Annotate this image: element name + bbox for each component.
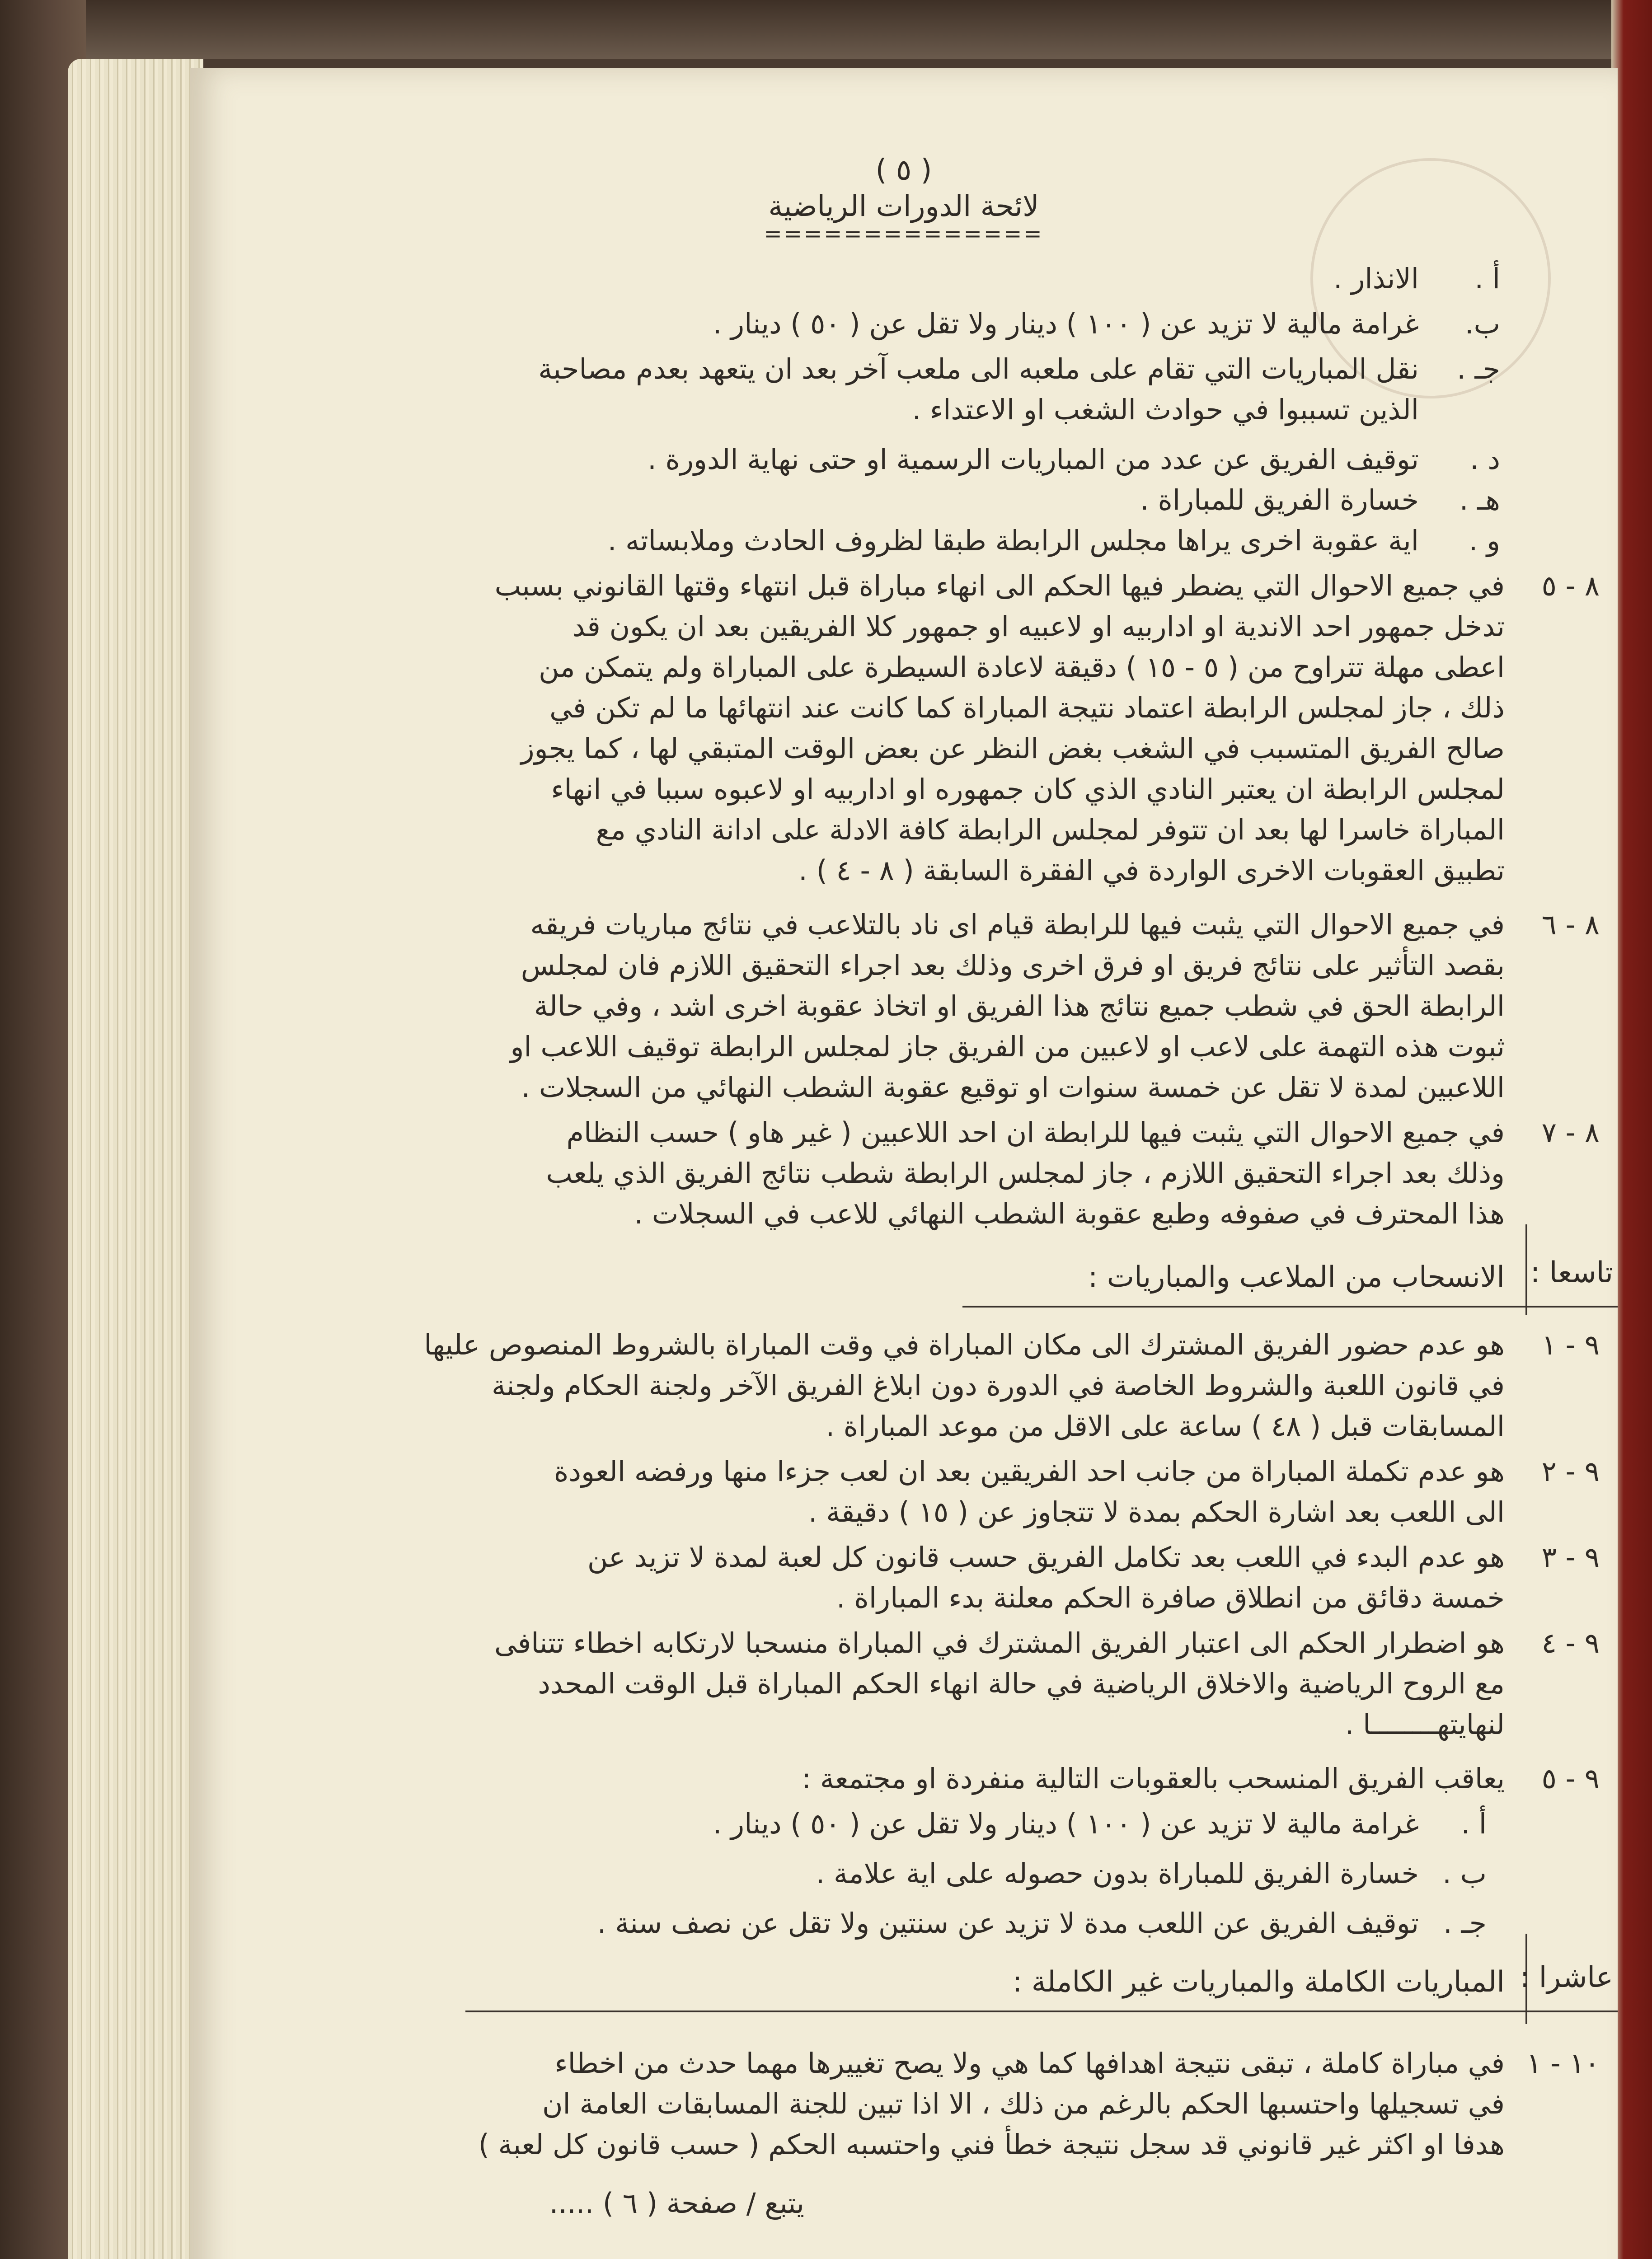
section-underline — [962, 1306, 1618, 1308]
item-label: جـ . — [1457, 352, 1500, 385]
clause-line: في جميع الاحوال التي يثبت فيها للرابطة ان احد اللاعبين ( غير هاو ) حسب النظام — [566, 1116, 1505, 1149]
section-label: تاسعا : — [1530, 1256, 1613, 1289]
item-label: أ . — [1461, 1807, 1487, 1840]
item-label: و . — [1469, 524, 1500, 557]
clause-line: خمسة دقائق من انطلاق صافرة الحكم معلنة بدء المباراة . — [836, 1581, 1505, 1614]
item-label: هـ . — [1459, 483, 1500, 516]
clause-number: ٩ - ٢ — [1541, 1455, 1600, 1488]
document-page — [190, 68, 1618, 2259]
clause-number: ٨ - ٥ — [1541, 569, 1600, 602]
clause-line: هو عدم البدء في اللعب بعد تكامل الفريق حسب قانون كل لعبة لمدة لا تزيد عن — [587, 1541, 1505, 1574]
clause-number: ٨ - ٦ — [1541, 908, 1600, 941]
clause-line: هو اضطرار الحكم الى اعتبار الفريق المشترك في المباراة منسحبا لارتكابه اخطاء تتنافى — [494, 1626, 1505, 1659]
clause-line: اللاعبين لمدة لا تقل عن خمسة سنوات او توقيع عقوبة الشطب النهائي من السجلات . — [521, 1071, 1505, 1104]
book-cover-top — [0, 0, 1652, 59]
item-text: نقل المباريات التي تقام على ملعبه الى ملعب آخر بعد ان يتعهد بعدم مصاحبة — [538, 352, 1419, 385]
clause-line: صالح الفريق المتسبب في الشغب بغض النظر عن بعض الوقت المتبقي لها ، كما يجوز — [521, 732, 1505, 765]
clause-line: هو عدم حضور الفريق المشترك الى مكان المباراة في وقت المباراة بالشروط المنصوص عليها — [424, 1328, 1505, 1361]
item-text: توقيف الفريق عن عدد من المباريات الرسمية او حتى نهاية الدورة . — [648, 443, 1419, 476]
item-label: ب. — [1464, 307, 1500, 340]
item-text: غرامة مالية لا تزيد عن ( ١٠٠ ) دينار ولا تقل عن ( ٥٠ ) دينار . — [713, 307, 1419, 340]
clause-line: في تسجيلها واحتسبها الحكم بالرغم من ذلك ، الا اذا تبين للجنة المسابقات العامة ان — [542, 2087, 1505, 2120]
title-underline: ============== — [764, 221, 1044, 247]
page-edges — [68, 59, 203, 2259]
clause-line: اعطى مهلة تتراوح من ( ٥ - ١٥ ) دقيقة لاعادة السيطرة على المباراة ولم يتمكن من — [539, 651, 1505, 684]
clause-number: ٩ - ٤ — [1541, 1626, 1600, 1659]
clause-line: الرابطة الحق في شطب جميع نتائج هذا الفريق او اتخاذ عقوبة اخرى اشد ، وفي حالة — [534, 989, 1505, 1022]
item-text: اية عقوبة اخرى يراها مجلس الرابطة طبقا لظروف الحادث وملابساته . — [607, 524, 1419, 557]
item-text: الذين تسببوا في حوادث الشغب او الاعتداء . — [912, 393, 1419, 426]
clause-line: ثبوت هذه التهمة على لاعب او لاعبين من الفريق جاز لمجلس الرابطة توقيف اللاعب او — [510, 1030, 1505, 1063]
clause-line: في قانون اللعبة والشروط الخاصة في الدورة دون ابلاغ الفريق الآخر ولجنة الحكام ولجنة — [491, 1369, 1505, 1402]
clause-number: ٩ - ٣ — [1541, 1541, 1600, 1574]
section-underline — [465, 2011, 1618, 2012]
item-label: أ . — [1474, 262, 1500, 295]
clause-number: ١٠ - ١ — [1526, 2047, 1600, 2080]
page-number: ( ٥ ) — [875, 154, 932, 187]
clause-line: تدخل جمهور احد الاندية او اداربيه او لاعبيه او جمهور كلا الفريقين بعد ان يكون قد — [572, 610, 1505, 643]
section-title: الانسحاب من الملاعب والمباريات : — [1088, 1261, 1505, 1294]
item-label: جـ . — [1443, 1907, 1487, 1940]
clause-line: لنهايتهــــــــا . — [1345, 1708, 1505, 1741]
clause-line: هذا المحترف في صفوفه وطبع عقوبة الشطب النهائي للاعب في السجلات . — [634, 1197, 1505, 1230]
clause-line: هو عدم تكملة المباراة من جانب احد الفريقين بعد ان لعب جزءا منها ورفضه العودة — [554, 1455, 1505, 1488]
clause-line: مع الروح الرياضية والاخلاق الرياضية في حالة انهاء الحكم المباراة قبل الوقت المحدد — [538, 1667, 1505, 1700]
clause-line: تطبيق العقوبات الاخرى الواردة في الفقرة السابقة ( ٨ - ٤ ) . — [798, 854, 1505, 887]
clause-line: وذلك بعد اجراء التحقيق اللازم ، جاز لمجلس الرابطة شطب نتائج الفريق الذي يلعب — [546, 1157, 1505, 1190]
clause-number: ٩ - ١ — [1541, 1328, 1600, 1361]
section-title: المباريات الكاملة والمباريات غير الكاملة : — [1012, 1965, 1505, 1999]
clause-line: في جميع الاحوال التي يثبت فيها للرابطة قيام اى ناد بالتلاعب في نتائج مباريات فريقه — [530, 908, 1505, 941]
clause-line: لمجلس الرابطة ان يعتبر النادي الذي كان جمهوره او اداربيه او لاعبوه سببا في انهاء — [551, 773, 1505, 806]
margin-rule — [1525, 1224, 1527, 1315]
clause-line: في جميع الاحوال التي يضطر فيها الحكم الى انهاء مباراة قبل انتهاء وقتها القانوني بسبب — [494, 569, 1505, 602]
item-label: د . — [1469, 443, 1500, 476]
clause-line: بقصد التأثير على نتائج فريق او فرق اخرى وذلك بعد اجراء التحقيق اللازم فان لمجلس — [521, 949, 1505, 982]
clause-line: في مباراة كاملة ، تبقى نتيجة اهدافها كما هي ولا يصح تغييرها مهما حدث من اخطاء — [554, 2047, 1505, 2080]
item-text: توقيف الفريق عن اللعب مدة لا تزيد عن سنتين ولا تقل عن نصف سنة . — [597, 1907, 1419, 1940]
clause-line: ذلك ، جاز لمجلس الرابطة اعتماد نتيجة المباراة كما كانت عند انتهائها ما لم تكن في — [549, 691, 1505, 724]
item-text: غرامة مالية لا تزيد عن ( ١٠٠ ) دينار ولا تقل عن ( ٥٠ ) دينار . — [713, 1807, 1419, 1840]
item-text: الانذار . — [1333, 262, 1419, 295]
clause-line: المباراة خاسرا لها بعد ان تتوفر لمجلس الرابطة كافة الادلة على ادانة النادي مع — [596, 813, 1505, 846]
item-label: ب . — [1442, 1857, 1487, 1890]
section-label: عاشرا : — [1520, 1961, 1613, 1994]
clause-line: المسابقات قبل ( ٤٨ ) ساعة على الاقل من موعد المباراة . — [826, 1410, 1505, 1443]
clause-number: ٩ - ٥ — [1541, 1762, 1600, 1795]
item-text: خسارة الفريق للمباراة . — [1140, 483, 1419, 516]
continuation-note: يتبع / صفحة ( ٦ ) ..... — [549, 2187, 804, 2220]
clause-line: الى اللعب بعد اشارة الحكم بمدة لا تتجاوز عن ( ١٥ ) دقيقة . — [808, 1495, 1505, 1528]
item-text: خسارة الفريق للمباراة بدون حصوله على اية علامة . — [816, 1857, 1419, 1890]
clause-number: ٨ - ٧ — [1541, 1116, 1600, 1149]
page-title: لائحة الدورات الرياضية — [768, 190, 1039, 223]
clause-line: هدفا او اكثر غير قانوني قد سجل نتيجة خطأ فني واحتسبه الحكم ( حسب قانون كل لعبة ) — [478, 2128, 1505, 2161]
clause-line: يعاقب الفريق المنسحب بالعقوبات التالية منفردة او مجتمعة : — [802, 1762, 1505, 1795]
